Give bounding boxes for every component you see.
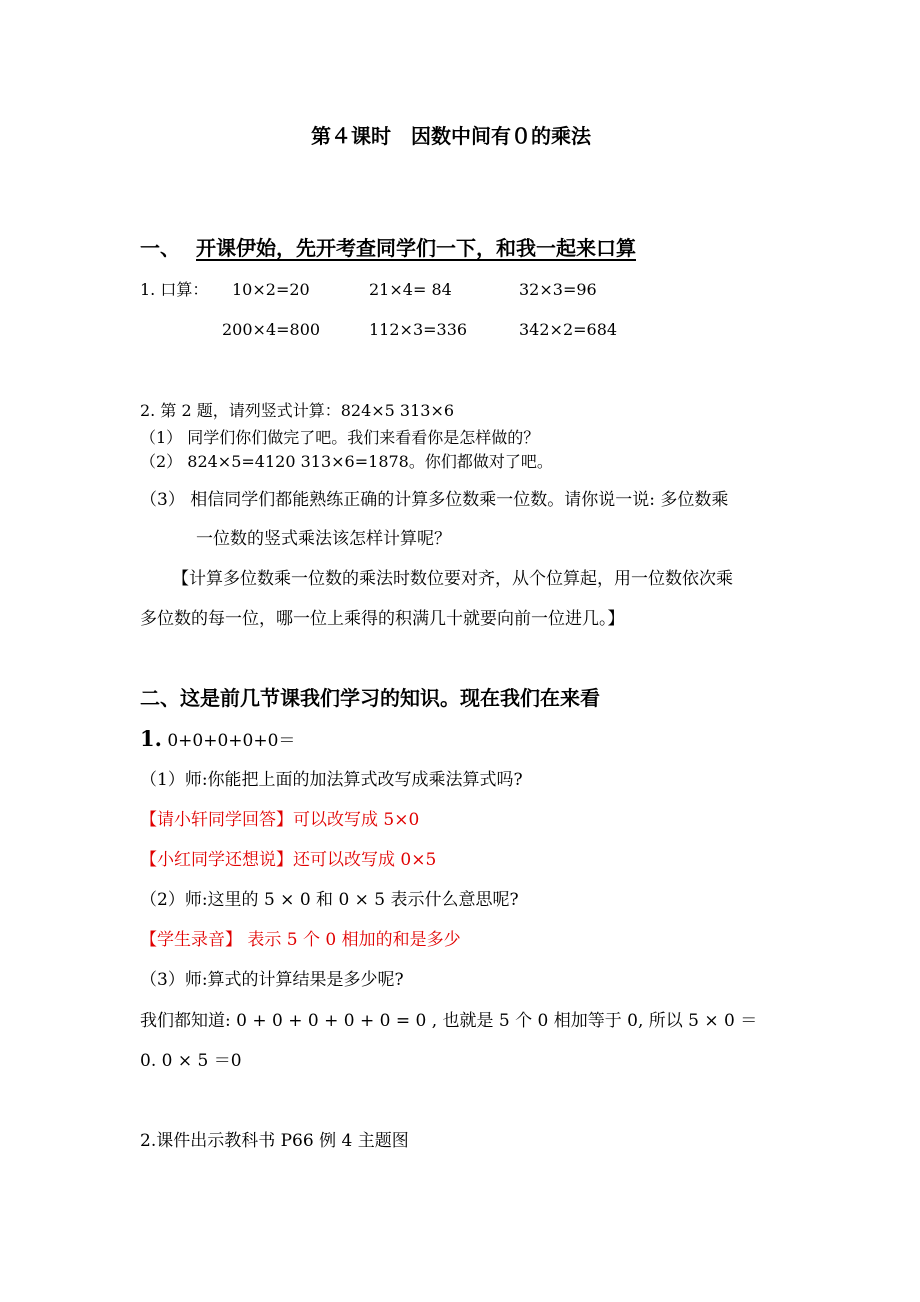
explanation-line-2: 0. 0 × 5 ＝0 [140, 1051, 242, 1071]
oral-calc-item: 342×2=684 [519, 320, 618, 339]
page-title: 第４课时 因数中间有０的乘法 [311, 124, 591, 148]
oral-calc-item: 200×4=800 [222, 320, 321, 339]
question-1 [140, 728, 295, 752]
student-answer-2: 【小红同学还想说】还可以改写成 0×5 [140, 850, 437, 870]
question-2: 2. 第 2 题，请列竖式计算：824×5 313×6 [140, 401, 455, 420]
student-recording: 【学生录音】 表示 5 个 0 相加的和是多少 [140, 930, 461, 950]
student-answer-1: 【请小轩同学回答】可以改写成 5×0 [140, 810, 420, 830]
step-3-line-2: 一位数的竖式乘法该怎样计算呢？ [196, 529, 451, 549]
oral-calc-item: 10×2=20 [232, 280, 310, 299]
oral-calc-item: 112×3=336 [369, 320, 468, 339]
teacher-question-3: （3）师:算式的计算结果是多少呢? [140, 970, 404, 990]
question-1-expression: 0+0+0+0+0＝ [161, 731, 296, 751]
teacher-question-2: （2）师:这里的 5 × 0 和 0 × 5 表示什么意思呢? [140, 890, 519, 910]
section-1-number: 一、 [140, 236, 180, 260]
oral-calc-item: 32×3=96 [519, 280, 597, 299]
step-3-line-1: （3） 相信同学们都能熟练正确的计算多位数乘一位数。请你说一说: 多位数乘 [140, 490, 729, 510]
oral-calc-label: 1. 口算： [140, 280, 209, 299]
step-1: （1） 同学们你们做完了吧。我们来看看你是怎样做的？ [140, 428, 540, 447]
summary-line-2: 多位数的每一位，哪一位上乘得的积满几十就要向前一位进几。】 [140, 609, 625, 629]
summary-line-1: 【计算多位数乘一位数的乘法时数位要对齐，从个位算起，用一位数依次乘 [172, 569, 733, 589]
question-1-number: 1. [140, 726, 162, 751]
question-2-courseware: 2.课件出示教科书 P66 例 4 主题图 [140, 1131, 409, 1151]
teacher-question-1: （1）师:你能把上面的加法算式改写成乘法算式吗? [140, 770, 523, 790]
explanation-line-1: 我们都知道: 0 + 0 + 0 + 0 + 0 = 0 , 也就是 5 个 0 相加等于 0, 所以 5 × 0 ＝ [140, 1011, 758, 1031]
section-2-heading: 二、这是前几节课我们学习的知识。现在我们在来看 [140, 686, 600, 710]
step-2: （2） 824×5=4120 313×6=1878。你们都做对了吧。 [140, 452, 553, 471]
section-1-heading: 开课伊始，先开考查同学们一下，和我一起来口算 [196, 236, 636, 260]
oral-calc-item: 21×4= 84 [369, 280, 452, 299]
